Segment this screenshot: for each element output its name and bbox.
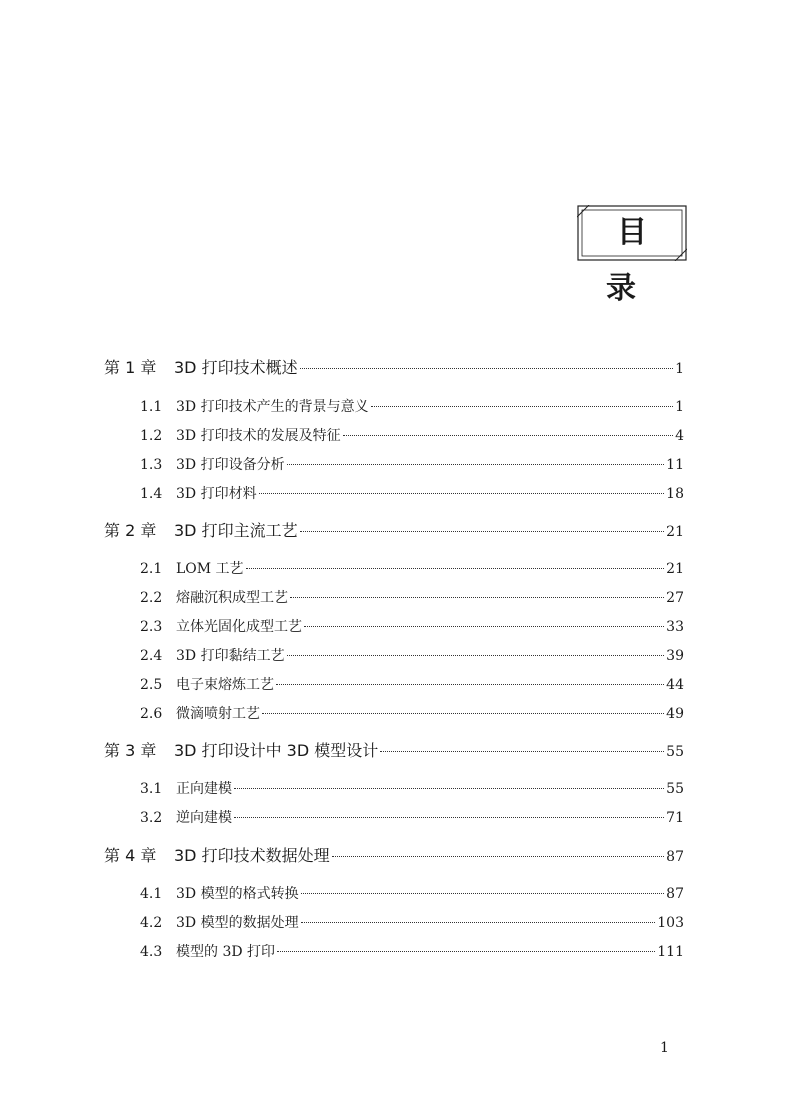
toc-leader-dots [234, 788, 664, 789]
toc-entry-number: 第 1 章 [104, 358, 157, 377]
toc-leader-dots [300, 531, 665, 532]
toc-chapter-entry[interactable] [104, 843, 684, 866]
toc-section-entry[interactable] [140, 616, 684, 636]
toc-entry-page: 4 [675, 428, 684, 444]
toc-leader-dots [332, 856, 665, 857]
toc-entry-page: 33 [666, 619, 684, 635]
toc-entry-page: 21 [666, 524, 684, 540]
page-number: 1 [660, 1040, 669, 1056]
toc-entry-page: 21 [666, 561, 684, 577]
toc-entry-page: 1 [675, 361, 684, 377]
toc-entry-number: 3.2 [140, 810, 163, 826]
toc-entry-title: 3D 打印技术的发展及特征 [176, 428, 341, 444]
toc-chapter-entry[interactable] [104, 738, 684, 761]
toc-leader-dots [304, 626, 664, 627]
toc-entry-number: 2.1 [140, 561, 163, 577]
toc-entry-title: 3D 打印技术产生的背景与意义 [176, 399, 369, 415]
toc-entry-title: LOM 工艺 [176, 561, 244, 577]
toc-entry-page: 1 [675, 399, 684, 415]
toc-entry-page: 44 [666, 677, 684, 693]
toc-heading-frame [577, 205, 687, 306]
toc-leader-dots [262, 713, 664, 714]
toc-leader-dots [234, 817, 664, 818]
toc-entry-title: 3D 打印技术概述 [174, 358, 298, 377]
toc-entry-title: 3D 打印设计中 3D 模型设计 [174, 741, 379, 760]
toc-entry-title: 3D 打印主流工艺 [174, 521, 298, 540]
toc-entry-title: 模型的 3D 打印 [176, 944, 276, 960]
toc-entry-number: 4.1 [140, 886, 163, 902]
toc-entry-page: 111 [657, 944, 684, 960]
toc-section-entry[interactable] [140, 941, 684, 961]
toc-entry-number: 2.4 [140, 648, 163, 664]
toc-entry-page: 27 [666, 590, 684, 606]
toc-leader-dots [301, 893, 665, 894]
toc-entry-page: 71 [666, 810, 684, 826]
toc-chapter-entry[interactable] [104, 355, 684, 378]
toc-entry-title: 3D 模型的数据处理 [176, 915, 299, 931]
toc-entry-page: 55 [666, 781, 684, 797]
toc-section-entry[interactable] [140, 587, 684, 607]
toc-chapter-entry[interactable] [104, 518, 684, 541]
toc-leader-dots [343, 435, 673, 436]
toc-leader-dots [246, 568, 665, 569]
toc-entry-page: 39 [666, 648, 684, 664]
toc-leader-dots [276, 684, 664, 685]
toc-section-entry[interactable] [140, 454, 684, 474]
toc-entry-page: 87 [666, 886, 684, 902]
toc-section-entry[interactable] [140, 558, 684, 578]
toc-entry-number: 4.3 [140, 944, 163, 960]
toc-entry-number: 第 3 章 [104, 741, 157, 760]
toc-entry-page: 11 [666, 457, 684, 473]
toc-entry-number: 1.2 [140, 428, 163, 444]
toc-entry-title: 逆向建模 [176, 810, 232, 826]
toc-leader-dots [371, 406, 673, 407]
toc-section-entry[interactable] [140, 396, 684, 416]
toc-section-entry[interactable] [140, 645, 684, 665]
toc-leader-dots [301, 922, 656, 923]
toc-leader-dots [287, 464, 665, 465]
toc-leader-dots [287, 655, 665, 656]
toc-entry-title: 3D 打印设备分析 [176, 457, 285, 473]
toc-entry-number: 2.5 [140, 677, 163, 693]
toc-entry-number: 第 2 章 [104, 521, 157, 540]
toc-entry-title: 3D 打印技术数据处理 [174, 846, 330, 865]
toc-entry-number: 3.1 [140, 781, 163, 797]
toc-entry-number: 1.4 [140, 486, 163, 502]
toc-section-entry[interactable] [140, 674, 684, 694]
toc-entry-number: 1.1 [140, 399, 163, 415]
toc-section-entry[interactable] [140, 912, 684, 932]
toc-leader-dots [380, 751, 664, 752]
toc-leader-dots [300, 368, 673, 369]
toc-section-entry[interactable] [140, 483, 684, 503]
toc-entry-number: 第 4 章 [104, 846, 157, 865]
toc-leader-dots [259, 493, 665, 494]
toc-section-entry[interactable] [140, 807, 684, 827]
toc-entry-number: 2.2 [140, 590, 163, 606]
toc-entry-page: 103 [657, 915, 684, 931]
toc-heading: 目录 [606, 215, 669, 306]
toc-leader-dots [290, 597, 664, 598]
toc-entry-number: 4.2 [140, 915, 163, 931]
toc-entry-title: 微滴喷射工艺 [176, 706, 260, 722]
toc-entry-page: 18 [666, 486, 684, 502]
toc-entry-page: 49 [666, 706, 684, 722]
toc-entry-title: 3D 打印黏结工艺 [176, 648, 285, 664]
toc-entry-title: 熔融沉积成型工艺 [176, 590, 288, 606]
toc-section-entry[interactable] [140, 778, 684, 798]
toc-leader-dots [277, 951, 655, 952]
toc-entry-title: 电子束熔炼工艺 [176, 677, 274, 693]
toc-entry-page: 55 [666, 744, 684, 760]
toc-entry-number: 2.6 [140, 706, 163, 722]
toc-entry-title: 立体光固化成型工艺 [176, 619, 302, 635]
toc-section-entry[interactable] [140, 703, 684, 723]
toc-entry-title: 3D 模型的格式转换 [176, 886, 299, 902]
toc-entry-title: 3D 打印材料 [176, 486, 257, 502]
toc-entry-number: 1.3 [140, 457, 163, 473]
toc-entry-title: 正向建模 [176, 781, 232, 797]
toc-section-entry[interactable] [140, 883, 684, 903]
toc-entry-number: 2.3 [140, 619, 163, 635]
toc-entry-page: 87 [666, 849, 684, 865]
toc-section-entry[interactable] [140, 425, 684, 445]
